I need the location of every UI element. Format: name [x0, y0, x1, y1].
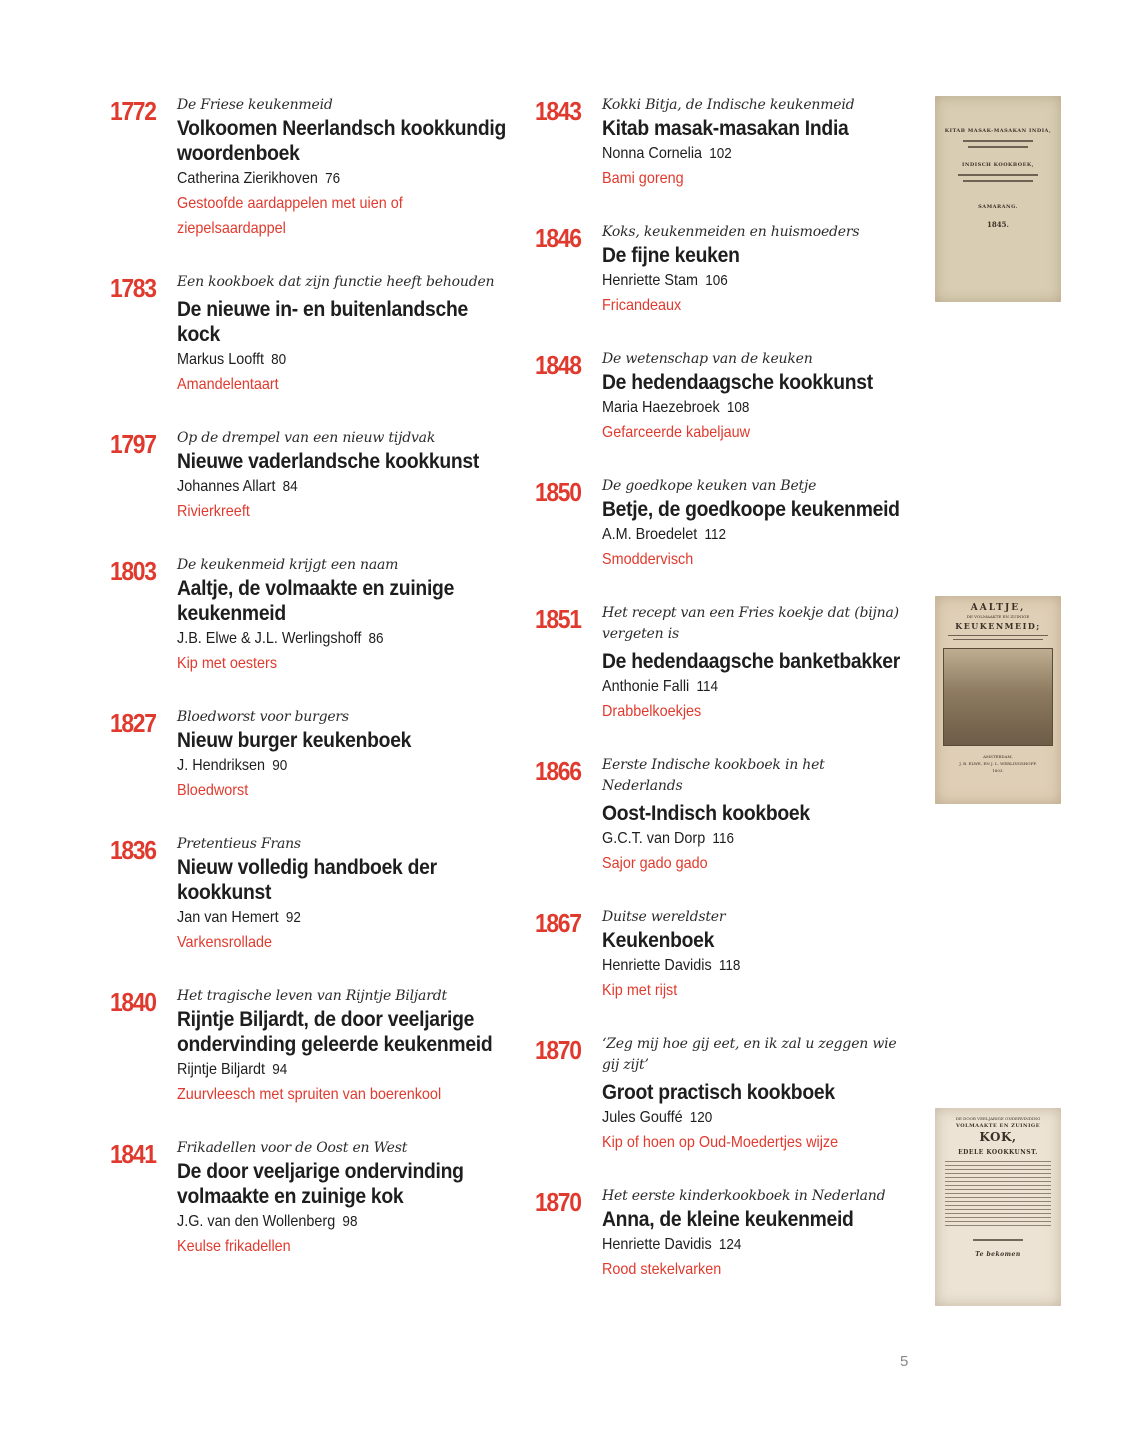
- entry-author-line: [602, 953, 922, 978]
- entry-author-line: [602, 395, 922, 420]
- entry-page: 92: [285, 909, 301, 926]
- entry-author: Anthonie Falli: [602, 678, 690, 695]
- entry-year: 1870: [535, 1187, 581, 1217]
- cover-title: AALTJE,: [970, 603, 1026, 613]
- timeline-entry: [110, 95, 510, 241]
- entry-page: 114: [696, 678, 718, 695]
- entry-subtitle: ‘Zeg mij hoe gij eet, en ik zal u zeggen wie gij zijt’: [602, 1036, 897, 1073]
- entry-title: Volkoomen Neerlandsch kookkundig woordenboek: [177, 117, 506, 165]
- entry-author-line: [602, 522, 922, 547]
- cover-rule: [963, 180, 1033, 182]
- entry-title: Anna, de kleine keukenmeid: [602, 1208, 854, 1231]
- entry-subtitle: Op de drempel van een nieuw tijdvak: [177, 430, 436, 446]
- entry-year: 1867: [535, 908, 581, 938]
- entry-year: 1870: [535, 1035, 581, 1065]
- entry-title: Aaltje, de volmaakte en zuinige keukenmeid: [177, 577, 455, 625]
- entry-author-line: [177, 905, 507, 930]
- cover-subtitle: INDISCH KOOKBOEK,: [962, 162, 1034, 168]
- entry-page: 90: [272, 757, 288, 774]
- entry-recipe-link[interactable]: Zuurvleesch met spruiten van boerenkool: [177, 1086, 442, 1103]
- entry-author-line: [177, 1209, 507, 1234]
- cover-place: SAMARANG.: [978, 204, 1018, 210]
- entry-year: 1866: [535, 756, 581, 786]
- entry-page: 108: [726, 399, 750, 416]
- entry-recipe-link[interactable]: Amandelentaart: [177, 376, 279, 393]
- timeline-entry: [110, 1138, 510, 1259]
- entry-author: Maria Haezebroek: [602, 399, 720, 416]
- entry-recipe-link[interactable]: Kip met rijst: [602, 982, 678, 999]
- entry-year: 1772: [110, 96, 156, 126]
- entry-recipe-link[interactable]: Rivierkreeft: [177, 503, 250, 520]
- entry-author-line: [602, 268, 922, 293]
- entry-author-line: [602, 826, 922, 851]
- entry-author-line: [177, 474, 507, 499]
- entry-author-line: [177, 753, 507, 778]
- timeline-entry: [535, 349, 925, 445]
- entry-year: 1843: [535, 96, 581, 126]
- cover-rule: [953, 639, 1043, 640]
- entry-year: 1851: [535, 604, 581, 634]
- entry-author: A.M. Broedelet: [602, 526, 698, 543]
- cover-place: Te bekomen: [975, 1251, 1021, 1258]
- entry-page: 116: [712, 830, 734, 847]
- entry-subtitle: Pretentieus Frans: [177, 836, 301, 852]
- timeline-entry: [535, 476, 925, 572]
- book-cover-aaltje: [935, 596, 1061, 804]
- entry-title: De nieuwe in- en buitenlandsche kock: [177, 298, 468, 346]
- entry-author: Rijntje Biljardt: [177, 1061, 266, 1078]
- entry-author: Henriette Davidis: [602, 1236, 712, 1253]
- entry-year: 1797: [110, 429, 156, 459]
- entry-title: De fijne keuken: [602, 244, 740, 267]
- entry-page: 76: [325, 170, 341, 187]
- entry-page: 120: [689, 1109, 713, 1126]
- entry-subtitle: Bloedworst voor burgers: [177, 709, 349, 725]
- entry-author-line: [177, 1057, 507, 1082]
- timeline-entry: [110, 428, 510, 524]
- timeline-entry: [110, 555, 510, 676]
- entry-page: 102: [709, 145, 732, 162]
- entry-page: 86: [368, 630, 384, 647]
- cover-rule: [958, 174, 1038, 176]
- cover-rule: [968, 146, 1028, 148]
- entry-subtitle: De goedkope keuken van Betje: [602, 478, 817, 494]
- entry-title: Oost-Indisch kookboek: [602, 802, 810, 825]
- entry-title: Betje, de goedkoope keukenmeid: [602, 498, 900, 521]
- entry-year: 1846: [535, 223, 581, 253]
- entry-author: Nonna Cornelia: [602, 145, 703, 162]
- timeline-entry: [110, 986, 510, 1107]
- entry-author: Catherina Zierikhoven: [177, 170, 318, 187]
- entry-title: Nieuwe vaderlandsche kookkunst: [177, 450, 480, 473]
- cover-body-text: [945, 1161, 1051, 1229]
- entry-author-line: [602, 674, 922, 699]
- entry-year: 1836: [110, 835, 156, 865]
- entry-author: Jan van Hemert: [177, 909, 279, 926]
- entry-author-line: [177, 347, 507, 372]
- entry-year: 1850: [535, 477, 581, 507]
- entry-title: Nieuw burger keukenboek: [177, 729, 412, 752]
- page-number: 5: [900, 1353, 909, 1370]
- entry-subtitle: Een kookboek dat zijn functie heeft behouden: [177, 274, 495, 290]
- entry-author: G.C.T. van Dorp: [602, 830, 706, 847]
- entry-page: 118: [718, 957, 741, 974]
- entry-title: De hedendaagsche kookkunst: [602, 371, 873, 394]
- entry-recipe-link[interactable]: Fricandeaux: [602, 297, 682, 314]
- entry-recipe-link[interactable]: Bloedworst: [177, 782, 249, 799]
- entry-subtitle: Het recept van een Fries koekje dat (bijna) vergeten is: [602, 605, 899, 642]
- entry-recipe-link[interactable]: Bami goreng: [602, 170, 684, 187]
- cover-ornament: [973, 1239, 1023, 1241]
- cover-title-2: KEUKENMEID;: [955, 621, 1041, 631]
- cover-year: 1803.: [992, 768, 1004, 773]
- cover-title-2: KOK,: [979, 1130, 1017, 1144]
- entry-recipe-link[interactable]: Smoddervisch: [602, 551, 694, 568]
- entry-author: Henriette Stam: [602, 272, 699, 289]
- entry-page: 112: [704, 526, 726, 543]
- entry-year: 1840: [110, 987, 156, 1017]
- cover-title: DE DOOR VEELJARIGE ONDERVINDING: [955, 1116, 1041, 1121]
- entry-page: 80: [271, 351, 287, 368]
- entry-author-line: [602, 141, 922, 166]
- entry-subtitle: Het eerste kinderkookboek in Nederland: [602, 1188, 886, 1204]
- cover-subtitle: DE VOLMAAKTE EN ZUINIGE: [966, 614, 1030, 619]
- entry-year: 1783: [110, 273, 156, 303]
- entry-author: Jules Gouffé: [602, 1109, 683, 1126]
- entry-title: Groot practisch kookboek: [602, 1081, 835, 1104]
- entry-year: 1848: [535, 350, 581, 380]
- entry-author: Johannes Allart: [177, 478, 276, 495]
- book-cover-kitab-masak: [935, 96, 1061, 302]
- timeline-right-column: [535, 95, 925, 1313]
- entry-recipe-link[interactable]: Drabbelkoekjes: [602, 703, 702, 720]
- timeline-entry: [110, 272, 510, 397]
- entry-page: 98: [342, 1213, 358, 1230]
- entry-subtitle: Eerste Indische kookboek in het Nederlands: [602, 757, 825, 794]
- cover-publisher: J. B. ELWE, EN J. L. WERLINGSHOFF.: [959, 761, 1037, 766]
- entry-recipe-link[interactable]: Keulse frikadellen: [177, 1238, 291, 1255]
- entry-subtitle: De Friese keukenmeid: [177, 97, 333, 113]
- cover-subtitle: VOLMAAKTE EN ZUINIGE: [955, 1123, 1041, 1129]
- cover-engraving: [943, 648, 1053, 746]
- entry-author-line: [602, 1232, 922, 1257]
- cover-rule: [948, 635, 1048, 636]
- entry-subtitle: Het tragische leven van Rijntje Biljardt: [177, 988, 447, 1004]
- entry-subtitle: Duitse wereldster: [602, 909, 726, 925]
- entry-subtitle: De keukenmeid krijgt een naam: [177, 557, 399, 573]
- entry-recipe-link[interactable]: Gestoofde aardappelen met uien of ziepelsaardappel: [177, 195, 403, 237]
- timeline-entry: [110, 834, 510, 955]
- entry-recipe-link[interactable]: Varkensrollade: [177, 934, 272, 951]
- timeline-entry: [535, 1186, 925, 1282]
- entry-page: 94: [272, 1061, 288, 1078]
- entry-title: Kitab masak-masakan India: [602, 117, 849, 140]
- entry-title: Nieuw volledig handboek der kookkunst: [177, 856, 437, 904]
- cover-rule: [963, 140, 1033, 142]
- timeline-entry: [110, 707, 510, 803]
- entry-author-line: [602, 1105, 922, 1130]
- timeline-entry: [535, 755, 925, 876]
- entry-author: J. Hendriksen: [177, 757, 266, 774]
- timeline-entry: [535, 222, 925, 318]
- entry-year: 1803: [110, 556, 156, 586]
- entry-title: De hedendaagsche banketbakker: [602, 650, 901, 673]
- entry-subtitle: Koks, keukenmeiden en huismoeders: [602, 224, 860, 240]
- book-cover-zuinige-kok: [935, 1108, 1061, 1306]
- entry-recipe-link[interactable]: Gefarceerde kabeljauw: [602, 424, 751, 441]
- timeline-entry: [535, 95, 925, 191]
- cover-subtitle-2: EDELE KOOKKUNST.: [958, 1149, 1038, 1156]
- entry-title: Rijntje Biljardt, de door veeljarige ondervinding geleerde keukenmeid: [177, 1008, 493, 1056]
- entry-author: J.B. Elwe & J.L. Werlingshoff: [177, 630, 362, 647]
- timeline-entry: [535, 1034, 925, 1155]
- timeline-entry: [535, 907, 925, 1003]
- entry-subtitle: Kokki Bitja, de Indische keukenmeid: [602, 97, 855, 113]
- cover-title: KITAB MASAK-MASAKAN INDIA,: [944, 128, 1052, 134]
- entry-title: Keukenboek: [602, 929, 715, 952]
- entry-author: Markus Loofft: [177, 351, 264, 368]
- cover-place: AMSTERDAM,: [983, 754, 1013, 759]
- entry-page: 106: [705, 272, 728, 289]
- entry-recipe-link[interactable]: Sajor gado gado: [602, 855, 708, 872]
- entry-recipe-link[interactable]: Kip met oesters: [177, 655, 278, 672]
- entry-year: 1827: [110, 708, 156, 738]
- timeline-left-column: [110, 95, 510, 1290]
- entry-author: Henriette Davidis: [602, 957, 712, 974]
- cover-year: 1845.: [987, 220, 1009, 229]
- timeline-entry: [535, 603, 925, 724]
- entry-author-line: [177, 626, 507, 651]
- entry-year: 1841: [110, 1139, 156, 1169]
- entry-page: 124: [718, 1236, 742, 1253]
- entry-author-line: [177, 166, 507, 191]
- entry-title: De door veeljarige ondervinding volmaakte en zuinige kok: [177, 1160, 464, 1208]
- entry-recipe-link[interactable]: Rood stekelvarken: [602, 1261, 722, 1278]
- entry-subtitle: Frikadellen voor de Oost en West: [177, 1140, 408, 1156]
- entry-page: 84: [282, 478, 298, 495]
- entry-recipe-link[interactable]: Kip of hoen op Oud-Moedertjes wijze: [602, 1134, 839, 1151]
- entry-subtitle: De wetenschap van de keuken: [602, 351, 813, 367]
- entry-author: J.G. van den Wollenberg: [177, 1213, 336, 1230]
